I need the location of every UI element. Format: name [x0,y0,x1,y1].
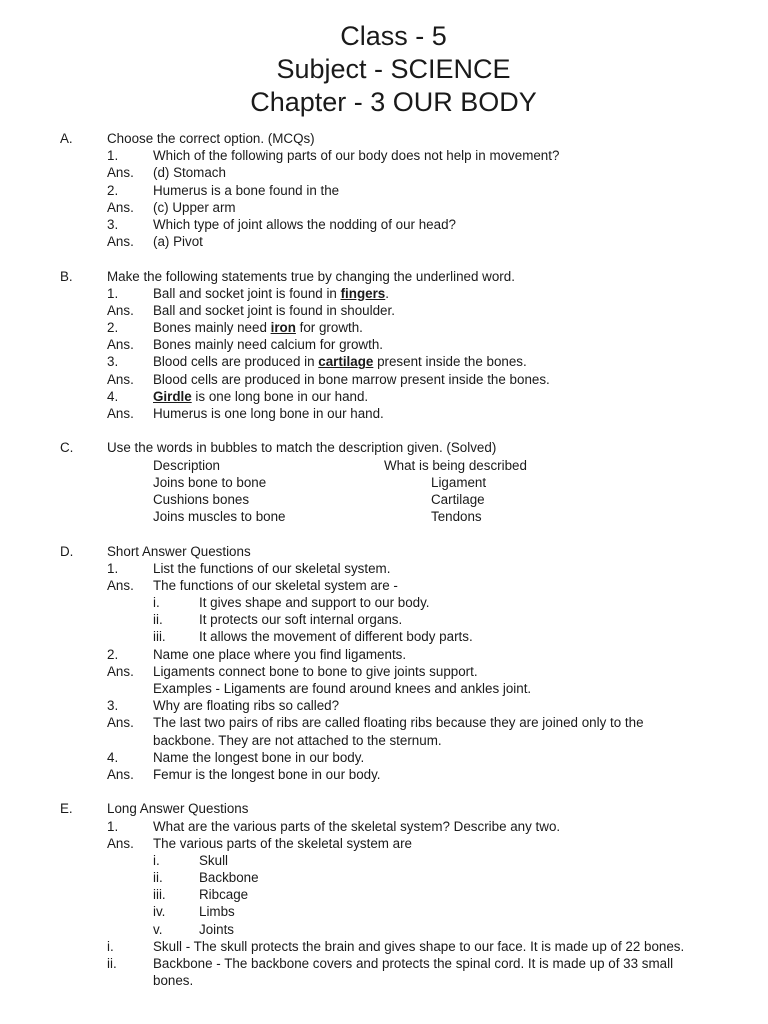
match-row: Joins muscles to bone Tendons [153,509,482,525]
match-row: Joins bone to bone Ligament [153,474,487,490]
question-row: 3. Which type of joint allows the nodding of our head? [107,216,456,232]
section-letter: A. [60,131,73,146]
section-letter: C. [60,440,74,456]
answer-row: Ans. (d) Stomach [107,165,226,181]
description-row: i. Skull - The skull protects the brain and gives shape to our face. It is made up of 22 bones. [107,938,685,954]
subject-title: Subject - SCIENCE [276,54,511,84]
answer-row: Ans. (a) Pivot [107,234,203,250]
document-header [0,20,768,119]
description-row: ii. Backbone - The backbone covers and protects the spinal cord. It is made up of 33 small [107,956,674,971]
question-row: 1. Which of the following parts of our body does not help in movement? [107,148,560,164]
section-letter: D. [60,543,74,559]
match-row: Cushions bones Cartilage [153,491,485,507]
answer-row: Ans. The various parts of the skeletal system are [107,835,412,851]
section-letter: B. [60,268,73,284]
question-row: 4. Name the longest bone in our body. [107,749,365,765]
underlined-word: fingers [340,285,386,301]
section-a [0,130,768,250]
answer-row: Ans. (c) Upper arm [107,199,236,215]
list-item: v. Joints [153,921,234,937]
section-c [0,439,768,525]
question-row: 2. Name one place where you find ligaments. [107,646,407,662]
question-row: 1. Ball and socket joint is found in fingers. [107,285,389,301]
section-d [0,543,768,784]
list-item: ii. Backbone [153,870,259,886]
underlined-word: Girdle [153,388,192,404]
column-header-described: What is being described [384,457,527,473]
column-header-description: Description [153,457,220,473]
answer-row: Ans. The last two pairs of ribs are called floating ribs because they are joined only to the [107,715,644,731]
question-row: 3. Blood cells are produced in cartilage present inside the bones. [107,354,527,370]
answer-row: Ans. Bones mainly need calcium for growth. [107,337,383,353]
answer-row: Ans. Ligaments connect bone to bone to give joints support. [107,663,478,679]
answer-row: Ans. Ball and socket joint is found in shoulder. [107,302,395,318]
question-row: 3. Why are floating ribs so called? [107,698,340,714]
answer-row: Ans. Blood cells are produced in bone marrow present inside the bones. [107,371,550,387]
list-item: iii. It allows the movement of different body parts. [153,629,473,645]
description-continuation: bones. [153,973,194,989]
list-item: i. It gives shape and support to our body. [153,595,430,611]
class-title: Class - 5 [340,21,447,51]
chapter-title: Chapter - 3 OUR BODY [250,87,537,117]
list-item: iv. Limbs [153,904,235,920]
answer-row: Ans. The functions of our skeletal system are - [107,577,398,593]
worksheet-body [0,130,768,989]
underlined-word: cartilage [318,354,374,370]
section-title: Make the following statements true by changing the underlined word. [107,268,515,284]
question-row: 2. Bones mainly need iron for growth. [107,320,363,336]
answer-continuation: Examples - Ligaments are found around knees and ankles joint. [153,681,532,696]
section-b [0,268,768,423]
section-letter: E. [60,801,73,817]
match-header [0,457,768,474]
section-title: Long Answer Questions [107,801,249,817]
question-row: 2. Humerus is a bone found in the [107,182,340,198]
answer-continuation: backbone. They are not attached to the sternum. [153,732,442,748]
question-row: 1. List the functions of our skeletal system. [107,560,391,576]
question-row: 1. What are the various parts of the skeletal system? Describe any two. [107,818,561,834]
underlined-word: iron [270,320,296,336]
question-row: 4. Girdle is one long bone in our hand. [107,388,369,404]
list-item: i. Skull [153,852,229,868]
section-title: Choose the correct option. (MCQs) [107,131,315,146]
list-item: iii. Ribcage [153,887,249,903]
section-title: Use the words in bubbles to match the description given. (Solved) [107,440,497,456]
list-item: ii. It protects our soft internal organs. [153,612,403,628]
answer-row: Ans. Femur is the longest bone in our body. [107,766,381,782]
section-title: Short Answer Questions [107,543,251,559]
answer-row: Ans. Humerus is one long bone in our hand. [107,406,384,421]
section-e [0,800,768,989]
